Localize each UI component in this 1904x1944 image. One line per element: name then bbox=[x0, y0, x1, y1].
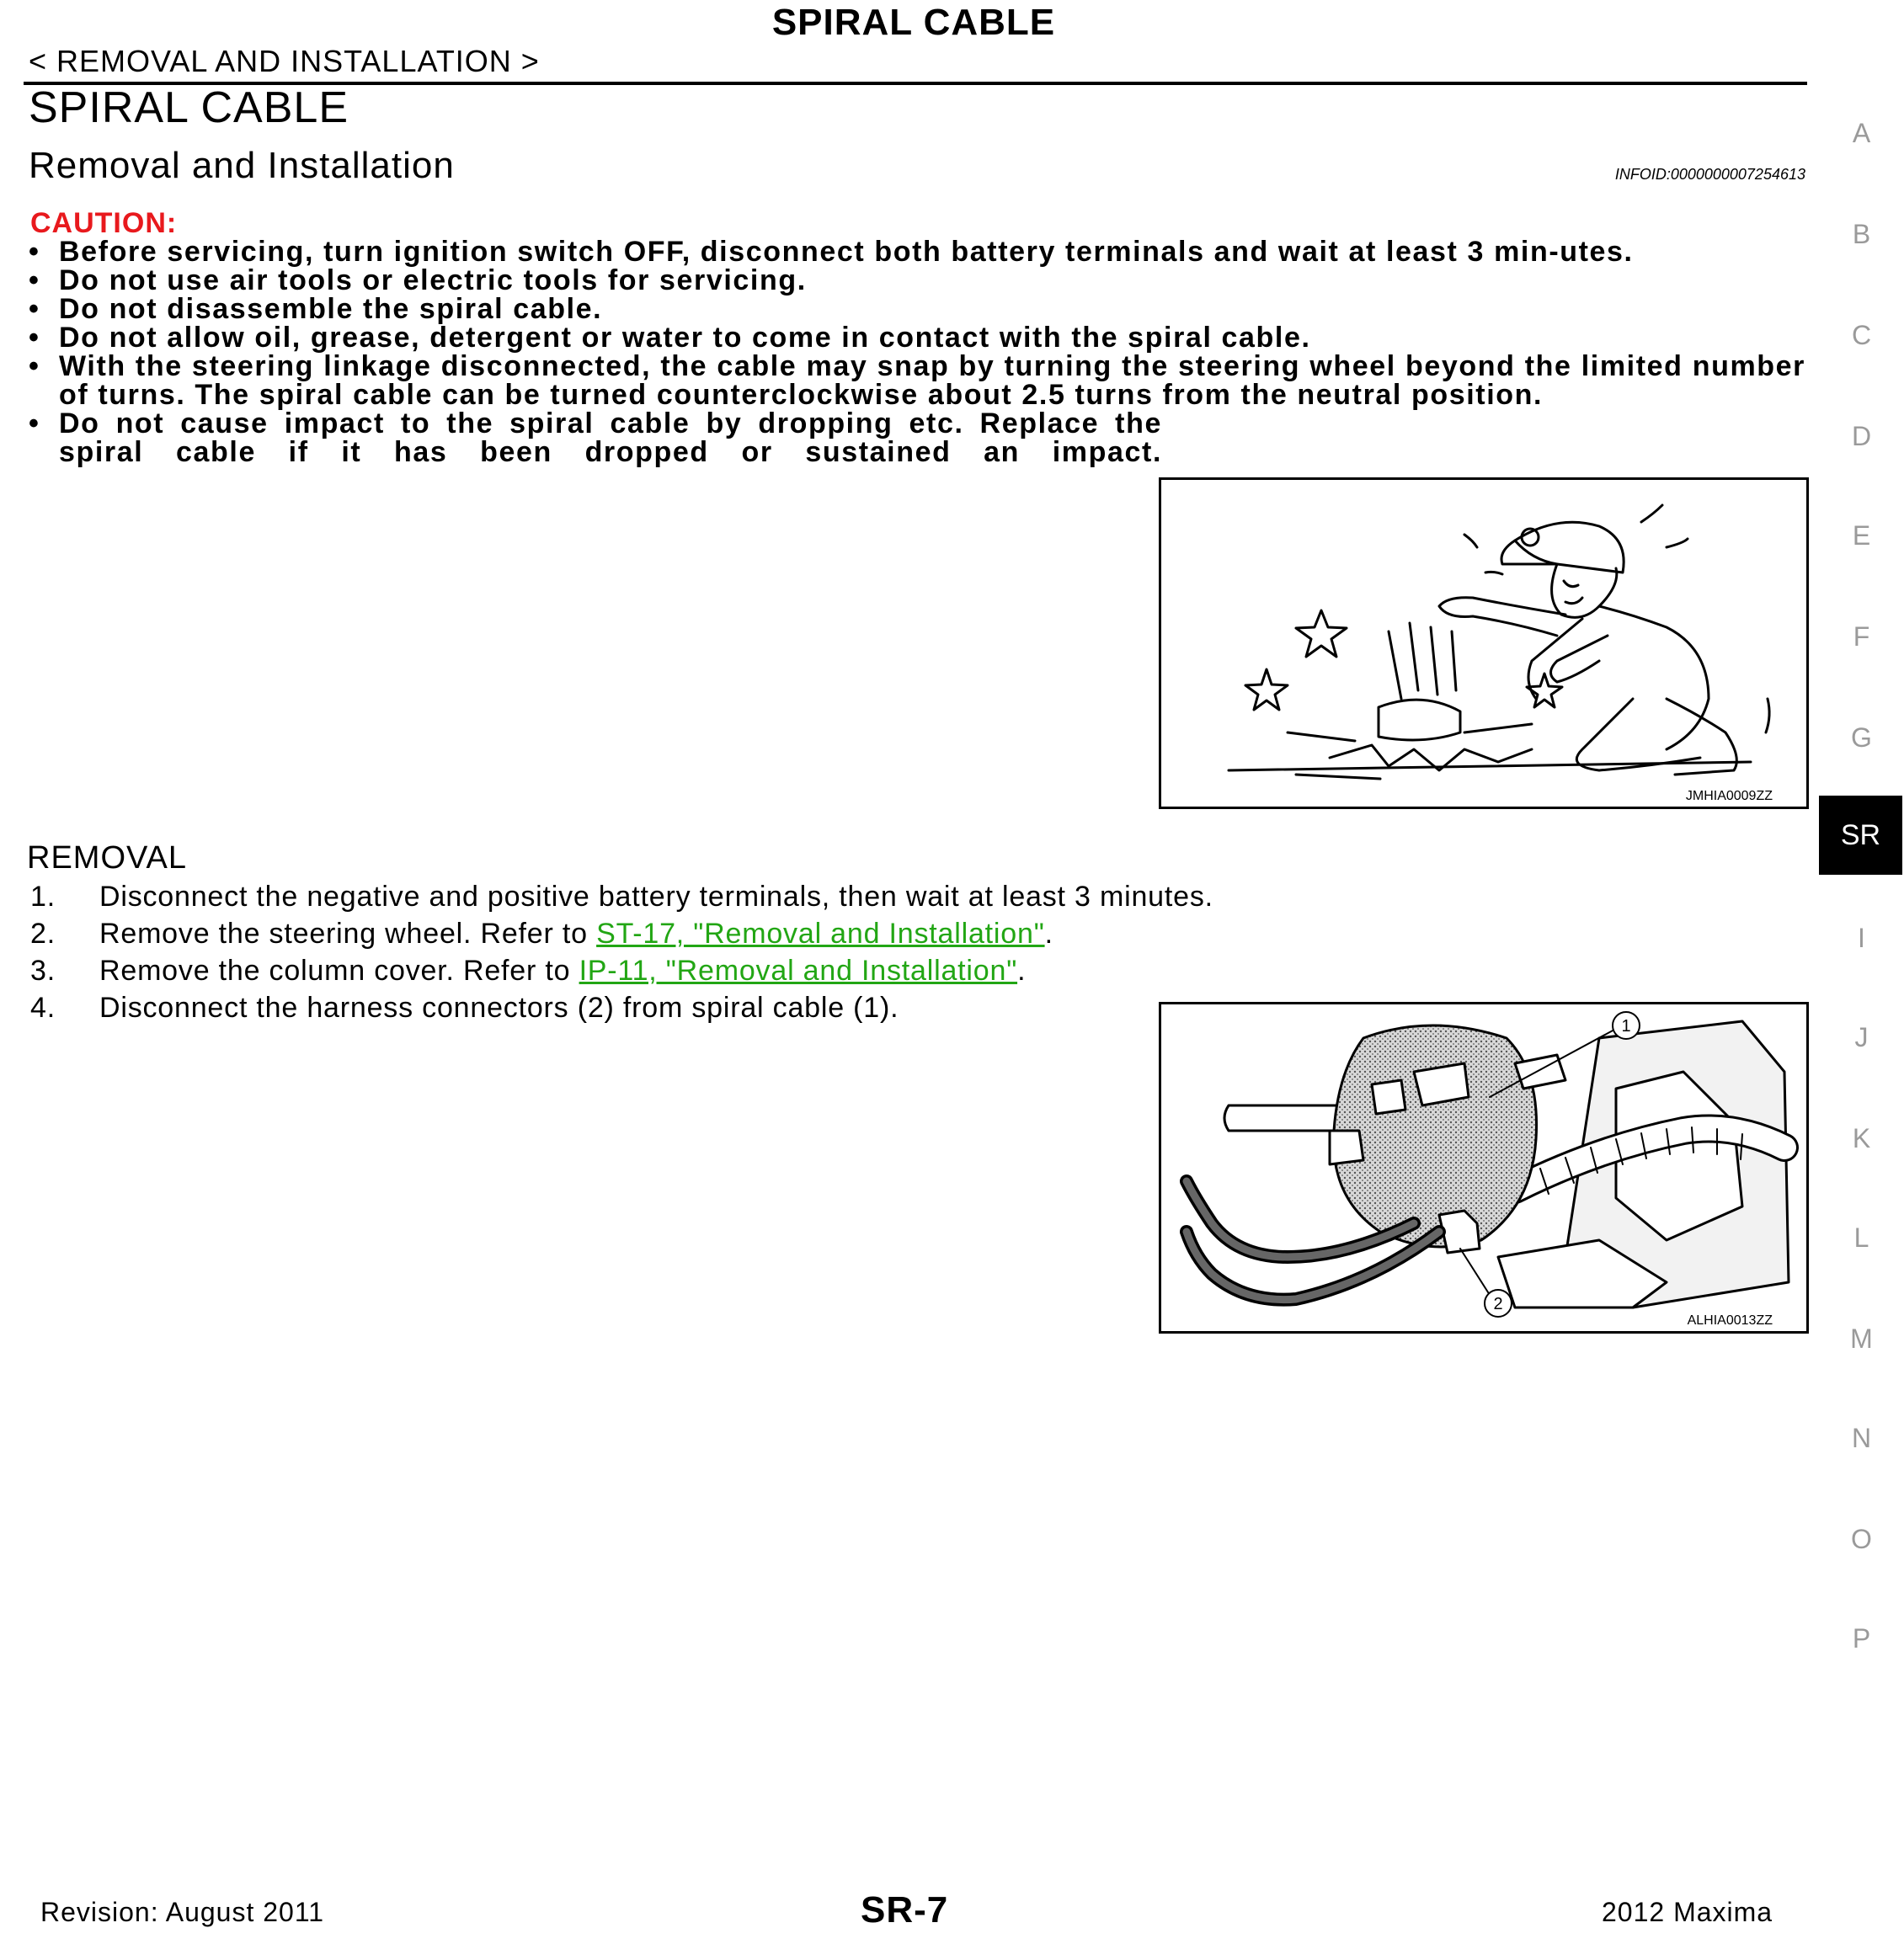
index-tab-f[interactable]: F bbox=[1853, 621, 1870, 652]
spiral-cable-drawing bbox=[1161, 1004, 1806, 1331]
index-tab-e[interactable]: E bbox=[1852, 520, 1871, 551]
caution-item: • Before servicing, turn ignition switch OFF, disconnect both battery terminals and wait at least 3 min-utes. bbox=[29, 236, 1634, 268]
callout-2: 2 bbox=[1493, 1295, 1503, 1313]
step-item: 3. Remove the column cover. Refer to IP-11, "Removal and Installation". bbox=[30, 955, 1027, 987]
index-tab-l[interactable]: L bbox=[1853, 1222, 1869, 1253]
page-title: SPIRAL CABLE bbox=[29, 83, 349, 132]
index-tab-m[interactable]: M bbox=[1850, 1324, 1873, 1354]
index-tab-k[interactable]: K bbox=[1852, 1123, 1871, 1153]
step-item: 4. Disconnect the harness connectors (2) from spiral cable (1). bbox=[30, 992, 899, 1024]
index-tab-i[interactable]: I bbox=[1858, 923, 1865, 953]
caution-label: CAUTION: bbox=[30, 207, 178, 239]
index-tab-c[interactable]: C bbox=[1851, 320, 1872, 350]
caution-item: • Do not allow oil, grease, detergent or water to come in contact with the spiral cable. bbox=[29, 322, 1311, 354]
index-tab-sr-active[interactable]: SR bbox=[1819, 796, 1902, 875]
index-tab-g[interactable]: G bbox=[1851, 722, 1872, 753]
section-title: Removal and Installation bbox=[29, 145, 455, 186]
index-tab-a[interactable]: A bbox=[1852, 118, 1871, 148]
index-tab-d[interactable]: D bbox=[1851, 421, 1872, 451]
link-ip-11[interactable]: IP-11, "Removal and Installation" bbox=[579, 955, 1018, 987]
figure-code: ALHIA0013ZZ bbox=[1687, 1313, 1773, 1328]
caution-list bbox=[29, 237, 1805, 466]
index-tab-j[interactable]: J bbox=[1854, 1022, 1869, 1052]
info-id: INFOID:0000000007254613 bbox=[1614, 166, 1805, 183]
removal-heading: REMOVAL bbox=[27, 840, 188, 876]
footer-page-number: SR-7 bbox=[861, 1889, 949, 1931]
footer-model: 2012 Maxima bbox=[1602, 1897, 1773, 1927]
step-item: 2. Remove the steering wheel. Refer to ST-17, "Removal and Installation". bbox=[30, 918, 1053, 950]
caution-item: • Do not disassemble the spiral cable. bbox=[29, 293, 603, 325]
link-st-17[interactable]: ST-17, "Removal and Installation" bbox=[596, 918, 1045, 950]
header-title: SPIRAL CABLE bbox=[771, 2, 1056, 43]
caution-item: • Do not use air tools or electric tools for servicing. bbox=[29, 264, 807, 296]
index-tab-o[interactable]: O bbox=[1851, 1524, 1872, 1554]
footer-revision: Revision: August 2011 bbox=[40, 1897, 325, 1927]
illustration-spiral-cable-connectors bbox=[1159, 1002, 1809, 1334]
callout-1: 1 bbox=[1621, 1017, 1631, 1036]
section-index bbox=[1819, 0, 1904, 1944]
index-tab-n[interactable]: N bbox=[1851, 1423, 1872, 1453]
breadcrumb: < REMOVAL AND INSTALLATION > bbox=[29, 44, 540, 78]
removal-steps bbox=[29, 881, 1213, 1029]
step-item: 1. Disconnect the negative and positive battery terminals, then wait at least 3 minutes. bbox=[30, 881, 1213, 913]
figure-code: JMHIA0009ZZ bbox=[1685, 789, 1773, 803]
index-tab-b[interactable]: B bbox=[1852, 219, 1871, 249]
index-tab-p[interactable]: P bbox=[1852, 1623, 1871, 1654]
caution-item: • Do not cause impact to the spiral cable by dropping etc. Replace the spiral cable if it has been dropped or sustained an impact. bbox=[29, 407, 1162, 468]
caution-item: • With the steering linkage disconnected, the cable may snap by turning the steering wheel beyond the limited number of turns. The spiral cable can be turned counterclockwise about 2.5 turns from the neutral position. bbox=[29, 350, 1805, 411]
illustration-dropped-cable bbox=[1159, 477, 1809, 809]
dropped-cable-drawing bbox=[1161, 480, 1806, 807]
